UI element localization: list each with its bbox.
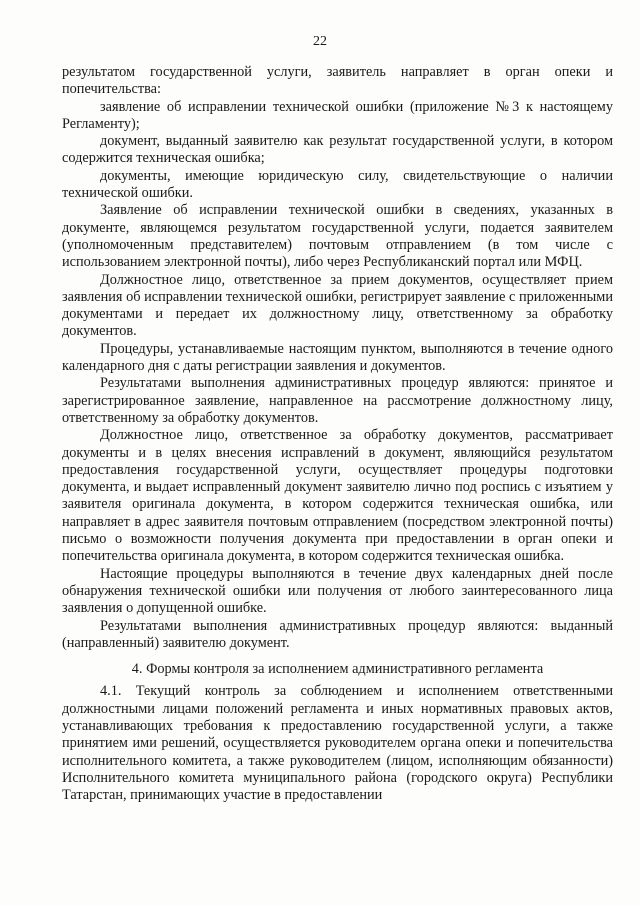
paragraph: Результатами выполнения административных процедур являются: принятое и зарегистрированное заявление, направленное на рассмотрение должностному лицу, ответственному за обработку документов. xyxy=(62,375,613,426)
paragraph: документ, выданный заявителю как результат государственной услуги, в котором содержится техническая ошибка; xyxy=(62,133,613,167)
paragraph: Должностное лицо, ответственное за обработку документов, рассматривает документы и в целях внесения исправлений в документ, являющийся результатом предоставления государственной услуги, осуществляет процедуры подготовки документа, и выдает исправленный документ заявителю лично под роспись с изъятием у заявителя оригинала документа, в котором содержится техническая ошибка, или направляет в адрес заявителя почтовым отправлением (посредством электронной почты) письмо о возможности получения документа при предоставлении в орган опеки и попечительства оригинала документа, в котором содержится техническая ошибка. xyxy=(62,427,613,565)
paragraph: Настоящие процедуры выполняются в течение двух календарных дней после обнаружения технической ошибки или получения от любого заинтересованного лица заявления о допущенной ошибке. xyxy=(62,565,613,617)
section-heading: 4. Формы контроля за исполнением административного регламента xyxy=(131,661,544,678)
paragraph: Результатами выполнения административных процедур являются: выданный (направленный) заявителю документ. xyxy=(62,617,613,651)
paragraph: результатом государственной услуги, заявитель направляет в орган опеки и попечительства: xyxy=(62,64,613,98)
paragraph: Заявление об исправлении технической ошибки в сведениях, указанных в документе, являющемся результатом государственной услуги, подается заявителем (уполномоченным представителем) почтовым отправлением (в том числе с использованием электронной почты), либо через Республиканский портал или МФЦ. xyxy=(62,202,613,271)
section-body xyxy=(62,683,613,804)
paragraph: документы, имеющие юридическую силу, свидетельствующие о наличии технической ошибки. xyxy=(62,167,613,202)
paragraph: 4.1. Текущий контроль за соблюдением и исполнением ответственными должностными лицами положений регламента и иных нормативных правовых актов, устанавливающих требования к предоставлению государственной услуги, а также принятием ими решений, осуществляется руководителем органа опеки и попечительства исполнительного комитета, а также руководителем (лицом, исполняющим обязанности) Исполнительного комитета муниципального района (городского округа) Республики Татарстан, принимающих участие в предоставлении xyxy=(62,683,613,804)
document-body xyxy=(62,64,613,652)
paragraph: Должностное лицо, ответственное за прием документов, осуществляет прием заявления об исправлении технической ошибки, регистрирует заявление с приложенными документами и передает их должностному лицу, ответственному за обработку документов. xyxy=(62,271,613,340)
paragraph: заявление об исправлении технической ошибки (приложение №3 к настоящему Регламенту); xyxy=(62,98,613,132)
page-number: 22 xyxy=(313,34,327,49)
paragraph: Процедуры, устанавливаемые настоящим пунктом, выполняются в течение одного календарного дня с даты регистрации заявления и документов. xyxy=(62,340,613,375)
